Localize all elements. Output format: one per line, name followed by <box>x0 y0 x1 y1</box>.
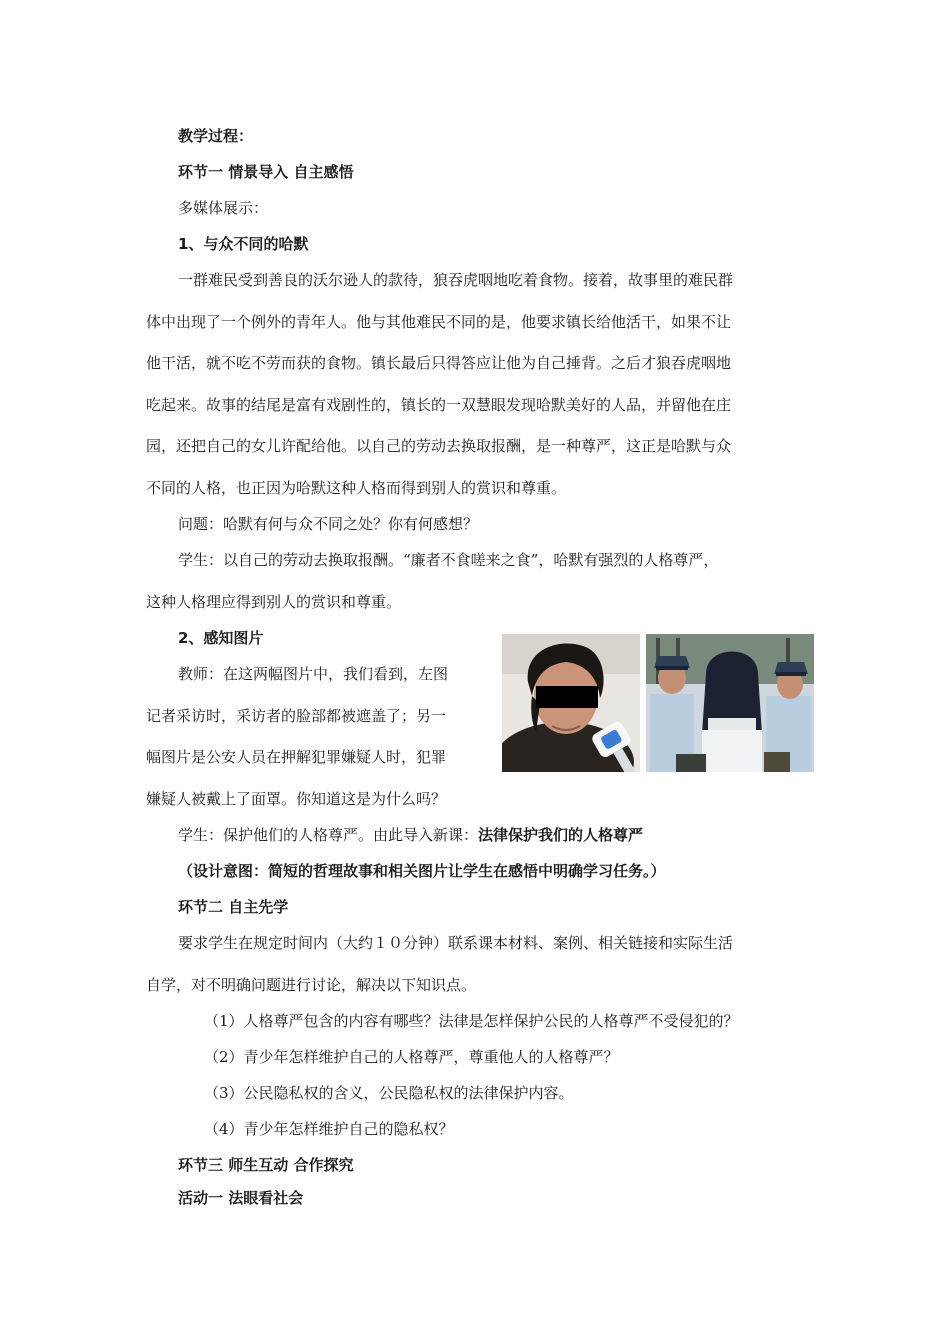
story-line: 他干活，就不吃不劳而获的食物。镇长最后只得答应让他为自己捶背。之后才狼吞虎咽地 <box>146 354 732 372</box>
knowledge-item: （2）青少年怎样维护自己的人格尊严，尊重他人的人格尊严？ <box>204 1048 619 1066</box>
student-conclusion <box>178 825 842 845</box>
story-line: 不同的人格，也正因为哈默这种人格而得到别人的赏识和尊重。 <box>146 479 567 497</box>
knowledge-item: （3）公民隐私权的含义，公民隐私权的法律保护内容。 <box>204 1084 574 1102</box>
section1-intro: 多媒体展示： <box>178 199 269 217</box>
interview-photo <box>502 634 640 772</box>
interview-photo-illustration <box>502 634 640 772</box>
section3-title: 环节三 师生互动 合作探究 <box>178 1156 354 1174</box>
answer-line: 这种人格理应得到别人的赏识和尊重。 <box>146 593 402 611</box>
requirement-line: 要求学生在规定时间内（大约１０分钟）联系课本材料、案例、相关链接和实际生活 <box>178 934 734 952</box>
section1-title: 环节一 情景导入 自主感悟 <box>178 163 354 181</box>
teacher-line: 幅图片是公安人员在押解犯罪嫌疑人时，犯罪 <box>146 748 447 766</box>
story-line: 一群难民受到善良的沃尔逊人的款待，狼吞虎咽地吃着食物。接着，故事里的难民群 <box>178 271 734 289</box>
activity-title: 活动一 法眼看社会 <box>178 1189 304 1207</box>
question: 问题：哈默有何与众不同之处？你有何感想？ <box>178 515 479 533</box>
student-conclusion-prefix: 学生：保护他们的人格尊严。由此导入新课： <box>178 826 479 844</box>
story-line: 体中出现了一个例外的青年人。他与其他难民不同的是，他要求镇长给他活干，如果不让 <box>146 313 732 331</box>
police-escort-photo <box>646 634 814 772</box>
story-line: 吃起来。故事的结尾是富有戏剧性的，镇长的一双慧眼发现哈默美好的人品，并留他在庄 <box>146 396 732 414</box>
requirement-line: 自学，对不明确问题进行讨论，解决以下知识点。 <box>146 976 477 994</box>
section2-title: 环节二 自主先学 <box>178 898 289 916</box>
design-intent: （设计意图：简短的哲理故事和相关图片让学生在感悟中明确学习任务。） <box>178 862 666 880</box>
answer-line: 学生：以自己的劳动去换取报酬。“廉者不食嗟来之食”，哈默有强烈的人格尊严， <box>178 551 719 569</box>
heading: 教学过程： <box>178 127 254 145</box>
story-line: 园，还把自己的女儿许配给他。以自己的劳动去换取报酬，是一种尊严，这正是哈默与众 <box>146 437 732 455</box>
teacher-line: 教师：在这两幅图片中，我们看到，左图 <box>178 665 449 683</box>
story-title: 1、与众不同的哈默 <box>178 235 309 253</box>
lesson-title: 法律保护我们的人格尊严 <box>478 826 644 844</box>
pictures-title: 2、感知图片 <box>178 629 264 647</box>
teacher-line: 嫌疑人被戴上了面罩。你知道这是为什么吗？ <box>146 790 447 808</box>
knowledge-item: （1）人格尊严包含的内容有哪些？法律是怎样保护公民的人格尊严不受侵犯的？ <box>204 1012 739 1030</box>
teacher-line: 记者采访时，采访者的脸部都被遮盖了；另一 <box>146 707 447 725</box>
police-escort-illustration <box>646 634 814 772</box>
knowledge-item: （4）青少年怎样维护自己的隐私权？ <box>204 1120 454 1138</box>
